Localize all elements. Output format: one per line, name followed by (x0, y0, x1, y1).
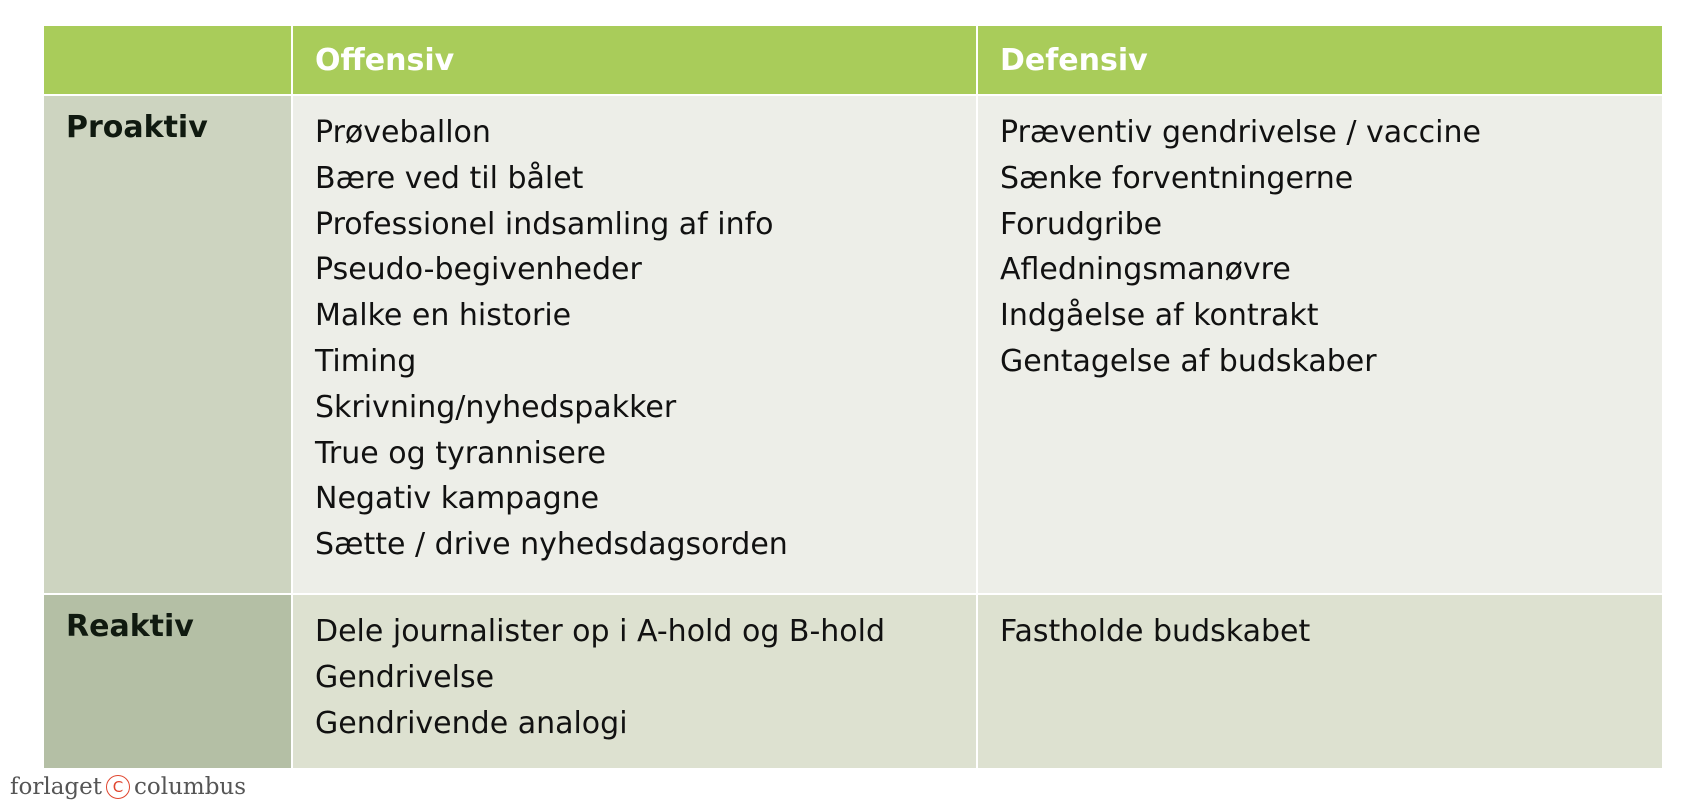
strategy-table (44, 26, 1662, 768)
tactic-item: True og tyrannisere (315, 435, 607, 471)
corner-header (44, 26, 291, 96)
header-offensive: Offensiv (291, 26, 976, 96)
tactic-item: Gendrivende analogi (315, 705, 628, 741)
logo-text-forlaget: forlaget (10, 774, 102, 800)
tactic-item: Fastholde budskabet (1000, 614, 1311, 649)
tactic-item: Prøveballon (315, 115, 491, 150)
tactic-item: Skrivning/nyhedspakker (315, 389, 677, 425)
cell-proaktiv-offensive (291, 96, 976, 595)
tactic-item: Professionel indsamling af info (315, 206, 774, 242)
header-row (44, 26, 1662, 96)
tactic-item: Negativ kampagne (315, 481, 600, 517)
tactic-item: Indgåelse af kontrakt (1000, 298, 1319, 334)
header-defensive: Defensiv (976, 26, 1662, 96)
cell-reaktiv-offensive (291, 595, 976, 768)
row-proaktiv (44, 96, 1662, 595)
row-reaktiv (44, 595, 1662, 768)
cell-proaktiv-defensive (976, 96, 1662, 595)
tactic-item: Afledningsmanøvre (1000, 252, 1291, 288)
tactic-item: Sænke forventningerne (1000, 160, 1354, 196)
tactic-list (1000, 110, 1640, 385)
tactic-list (315, 609, 954, 746)
copyright-icon: C (106, 775, 130, 799)
row-label-reaktiv: Reaktiv (44, 595, 291, 768)
tactic-item: Malke en historie (315, 298, 572, 334)
publisher-logo (10, 774, 246, 800)
tactic-list (1000, 609, 1640, 655)
tactic-item: Præventiv gendrivelse / vaccine (1000, 115, 1481, 150)
cell-reaktiv-defensive (976, 595, 1662, 768)
tactic-item: Gentagelse af budskaber (1000, 343, 1377, 379)
tactic-item: Sætte / drive nyhedsdagsorden (315, 527, 788, 563)
tactic-item: Forudgribe (1000, 206, 1163, 242)
tactic-item: Gendrivelse (315, 659, 495, 695)
logo-text-columbus: columbus (134, 774, 247, 800)
row-label-proaktiv: Proaktiv (44, 96, 291, 595)
tactic-item: Timing (315, 343, 417, 379)
tactic-item: Dele journalister op i A-hold og B-hold (315, 614, 886, 649)
tactic-item: Bære ved til bålet (315, 160, 584, 196)
tactic-list (315, 110, 954, 568)
tactic-item: Pseudo-begivenheder (315, 252, 642, 288)
